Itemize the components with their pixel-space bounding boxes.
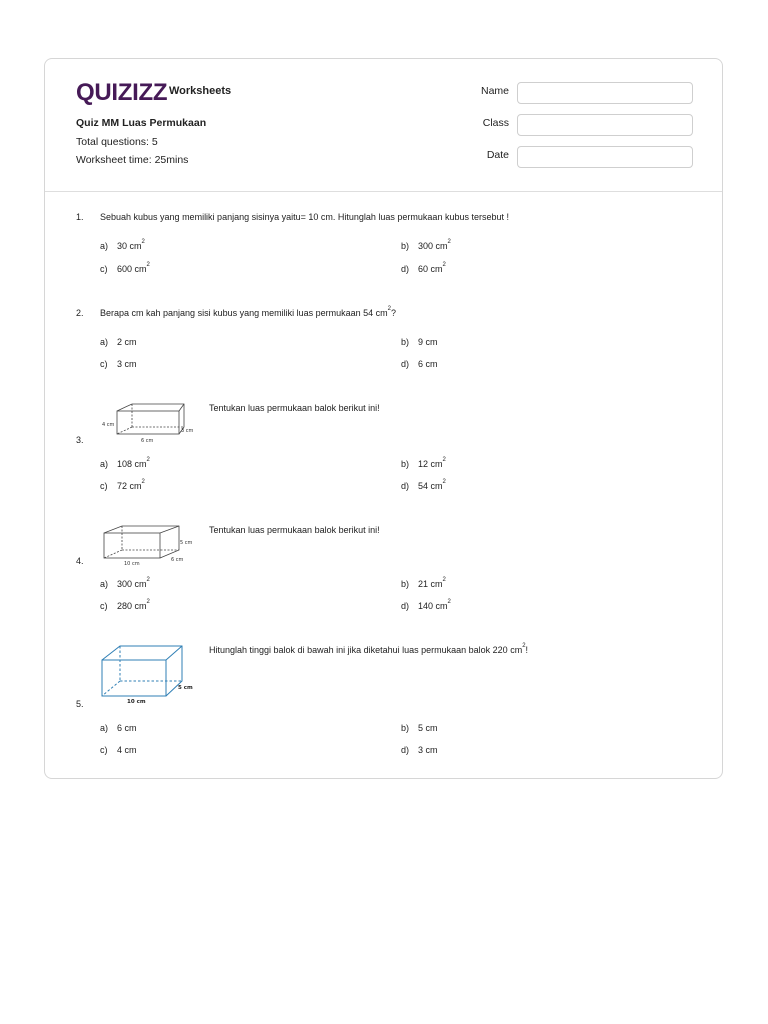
option-exponent: 2 [146,577,150,583]
option-a[interactable] [100,459,150,469]
question-text: Hitunglah tinggi balok di bawah ini jika diketahui luas permukaan balok 220 $cm^2$! [209,643,529,655]
option-exponent: 2 [442,479,446,485]
option-letter: a) [100,241,109,251]
option-d[interactable] [401,359,438,369]
worksheet-header [45,59,722,192]
question-number: 2. [76,308,84,318]
option-d[interactable] [401,745,438,755]
dimension-label: 4 cm [102,422,115,428]
question-number: 4. [76,556,84,566]
class-field[interactable] [517,114,693,136]
option-exponent: 2 [447,239,451,245]
option-letter: d) [401,481,410,491]
option-text: 6 cm [418,359,438,369]
dimension-label: 6 cm [141,438,154,444]
option-b[interactable] [401,459,446,469]
dimension-label: 10 cm [124,561,140,567]
option-c[interactable] [100,359,137,369]
option-letter: b) [401,241,410,251]
option-text: 280 cm [117,601,147,611]
date-field[interactable] [517,146,693,168]
option-letter: a) [100,337,109,347]
option-c[interactable] [100,745,137,755]
option-text: 300 cm [117,579,147,589]
option-letter: c) [100,601,108,611]
option-a[interactable] [100,337,137,347]
option-exponent: 2 [442,457,446,463]
name-field[interactable] [517,82,693,104]
class-label: Class [482,117,509,129]
option-text: 4 cm [117,745,137,755]
option-b[interactable] [401,241,451,251]
option-letter: d) [401,745,410,755]
option-exponent: 2 [146,262,150,268]
option-letter: b) [401,459,410,469]
option-b[interactable] [401,337,438,347]
option-letter: d) [401,359,410,369]
option-text: 9 cm [418,337,438,347]
question-text: Berapa cm kah panjang sisi kubus yang memiliki luas permukaan 54 $cm^2$? [100,306,396,318]
brand-subtitle: Worksheets [169,85,232,97]
quiz-title: Quiz MM Luas Permukaan [76,117,207,129]
date-label: Date [486,149,509,161]
cuboid-figure-4 [100,523,200,569]
question-number: 1. [76,212,84,222]
option-exponent: 2 [146,599,150,605]
dimension-label: 10 cm [127,699,146,705]
option-text: 3 cm [418,745,438,755]
option-letter: d) [401,601,410,611]
option-letter: a) [100,579,109,589]
option-letter: c) [100,745,108,755]
name-label: Name [480,85,509,97]
question-text: Tentukan luas permukaan balok berikut ini! [209,403,380,413]
option-text: 6 cm [117,723,137,733]
option-text: 72 cm [117,481,142,491]
question-number: 3. [76,435,84,445]
cuboid-figure-3 [100,399,200,445]
option-text: 600 cm [117,264,147,274]
question-text: Sebuah kubus yang memiliki panjang sisinya yaitu= 10 cm. Hitunglah luas permukaan kubus tersebut ! [100,212,509,222]
option-exponent: 2 [442,262,446,268]
option-exponent: 2 [447,599,451,605]
total-questions: Total questions: 5 [76,136,158,148]
option-c[interactable] [100,481,145,491]
option-d[interactable] [401,601,451,611]
option-exponent: 2 [146,457,150,463]
option-exponent: 2 [141,479,145,485]
option-letter: b) [401,579,410,589]
option-d[interactable] [401,481,446,491]
option-a[interactable] [100,723,137,733]
option-text: 12 cm [418,459,443,469]
option-text: 140 cm [418,601,448,611]
option-exponent: 2 [141,239,145,245]
option-text: 300 cm [418,241,448,251]
question-text: Tentukan luas permukaan balok berikut ini! [209,525,380,535]
worksheet-card [44,58,723,779]
option-letter: c) [100,264,108,274]
option-text: 60 cm [418,264,443,274]
worksheet-time: Worksheet time: 25mins [76,154,189,166]
cuboid-figure-5 [100,643,200,707]
option-letter: d) [401,264,410,274]
option-letter: b) [401,337,410,347]
question-number: 5. [76,699,84,709]
option-letter: c) [100,481,108,491]
option-exponent: 2 [442,577,446,583]
option-text: 30 cm [117,241,142,251]
dimension-label: 5 cm [180,540,193,546]
option-text: 54 cm [418,481,443,491]
option-a[interactable] [100,241,145,251]
quizizz-logo: QUIZIZZ [76,79,168,106]
option-text: 2 cm [117,337,137,347]
option-c[interactable] [100,601,150,611]
option-d[interactable] [401,264,446,274]
option-b[interactable] [401,579,446,589]
option-text: 5 cm [418,723,438,733]
option-text: 108 cm [117,459,147,469]
option-letter: b) [401,723,410,733]
option-letter: a) [100,723,109,733]
option-c[interactable] [100,264,150,274]
option-letter: a) [100,459,109,469]
option-b[interactable] [401,723,438,733]
option-text: 21 cm [418,579,443,589]
dimension-label: 5 cm [178,685,193,691]
dimension-label: 3 cm [181,428,194,434]
option-letter: c) [100,359,108,369]
option-a[interactable] [100,579,150,589]
dimension-label: 6 cm [171,557,184,563]
option-text: 3 cm [117,359,137,369]
